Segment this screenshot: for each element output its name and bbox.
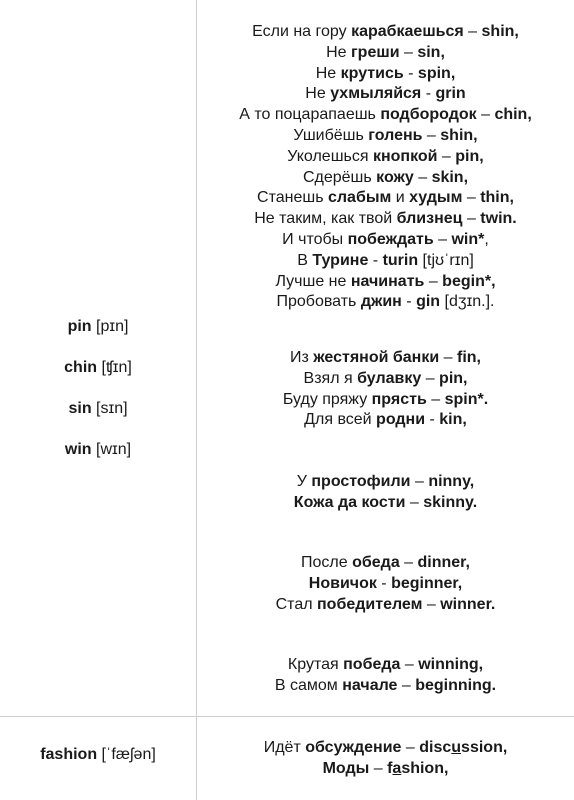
stanza-4 [197,553,574,615]
poem-line: Не крутись - spin, [315,64,456,82]
poem-line: Станешь слабым и худым – thin, [257,189,514,207]
word: fashion [40,746,98,763]
poem-line: Не таким, как твой близнец – twin. [254,210,517,228]
poem-line: И чтобы побеждать – win*, [282,230,489,248]
poem-line: Стал победителем – winner. [275,595,496,613]
poem-line: Крутая победа – winning, [287,656,484,673]
transcription: [wɪn] [96,441,132,458]
poem-line: Новичок - beginner, [308,574,463,592]
poem-line: После обеда – dinner, [301,554,470,571]
word: win [64,441,92,458]
poem-line: Буду пряжу прясть – spin*. [282,390,489,408]
word: sin [68,400,92,417]
poem-line: Лучше не начинать – begin*, [275,272,496,290]
word: chin [64,359,98,376]
poem-line: У простофили – ninny, [296,473,475,490]
poem-line: Уколешься кнопкой – pin, [287,147,484,165]
poem-line: Если на гору карабкаешься – shin, [252,23,519,40]
poem-line: Пробовать джин - gin [dʒɪn.]. [276,293,495,311]
word-entry-chin [0,356,196,397]
poem-line: Не ухмыляйся - grin [305,85,466,103]
poem-line: Идёт обсуждение – discussion, [263,739,508,756]
poem-line: Сдерёшь кожу – skin, [302,168,469,186]
transcription: [pɪn] [96,318,129,335]
poem-line: А то поцарапаешь подбородок – chin, [239,106,532,124]
poem-line: Не греши – sin, [326,43,445,61]
stanza-5 [197,655,574,697]
transcription: [ʧɪn] [101,359,132,376]
poem-line: Кожа да кости – skinny. [293,493,478,511]
poem-line: Для всей родни - kin, [304,411,467,429]
stanza-2 [197,348,574,431]
left-word-list [0,315,196,479]
poem-line: Моды – fashion, [322,759,449,777]
word: pin [67,318,92,335]
poem-line: Ушибёшь голень – shin, [293,126,478,144]
stanza-1 [197,22,574,313]
poem-line: В Турине - turin [tjʊˈrɪn] [297,251,474,269]
poem-line: Взял я булавку – pin, [303,369,468,387]
transcription: [sɪn] [96,400,128,417]
word-entry-fashion [0,746,196,764]
row-divider [0,716,574,717]
poem-line: В самом начале – beginning. [274,676,497,694]
word-entry-pin [0,315,196,356]
poem-line: Из жестяной банки – fin, [290,349,481,366]
stanza-3 [197,472,574,514]
stanza-fashion [197,738,574,780]
word-entry-sin [0,397,196,438]
transcription: [ˈfæʃən] [101,746,156,763]
word-entry-win [0,438,196,479]
